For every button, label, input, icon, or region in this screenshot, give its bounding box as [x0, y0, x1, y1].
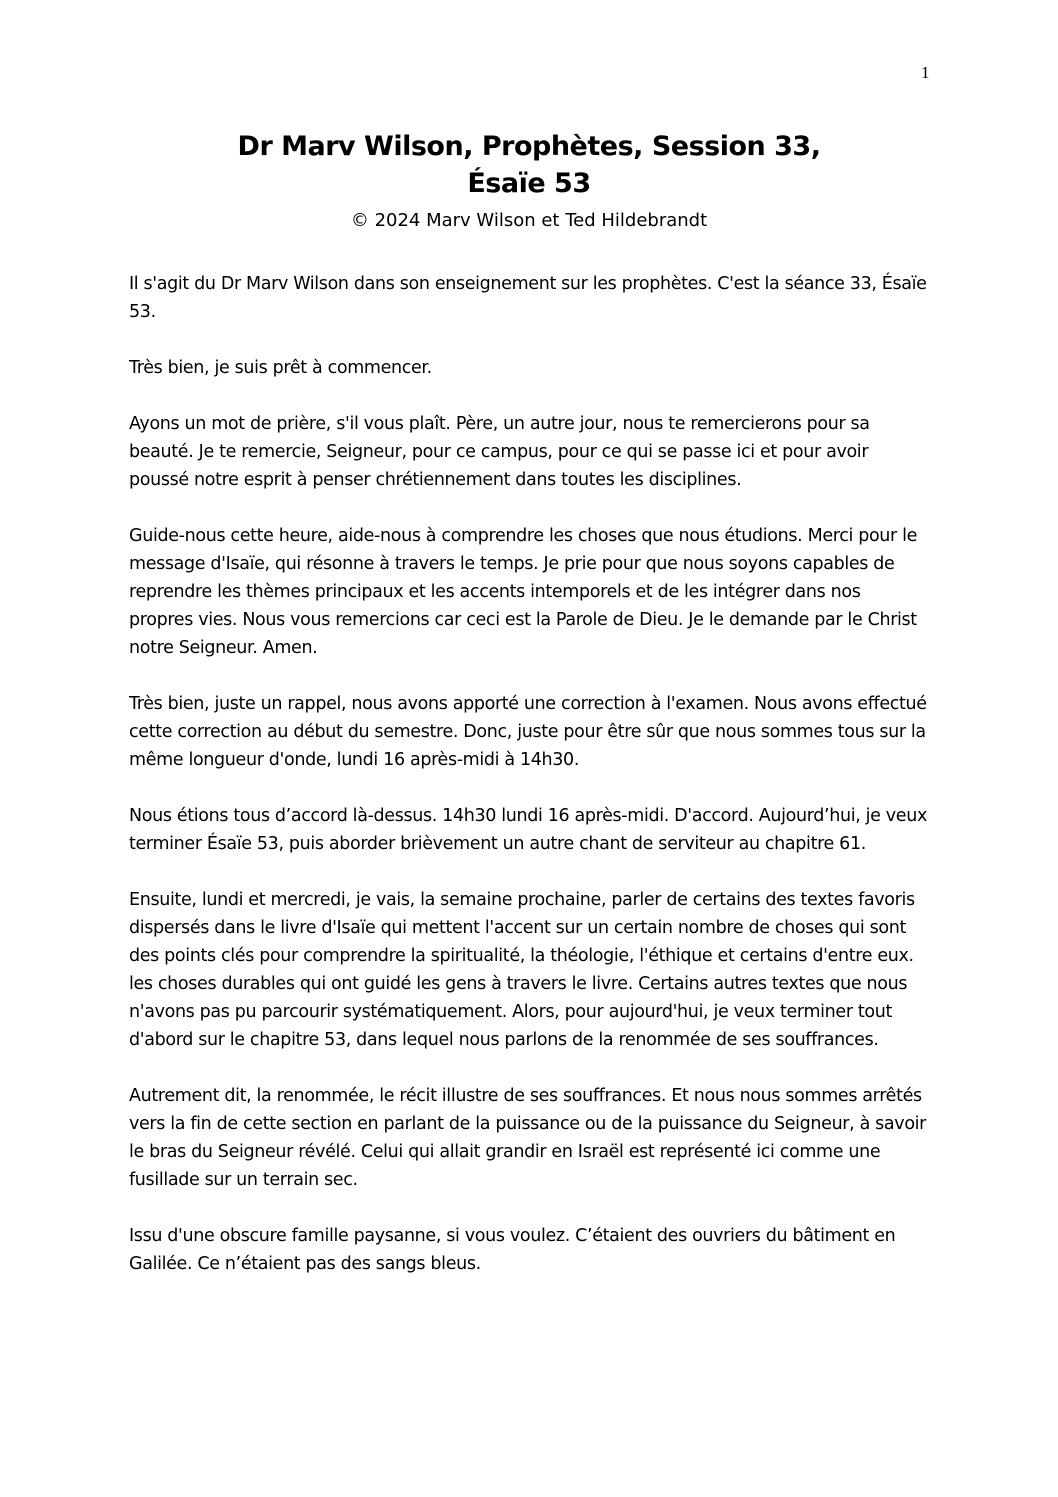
paragraph: Autrement dit, la renommée, le récit illustre de ses souffrances. Et nous nous sommes arrêtés vers la fin de cette section en parlant de la puissance ou de la puissance du Seigneur, à savoir le bras du Seigneur révélé. Celui qui allait grandir en Israël est représenté ici comme une fusillade sur un terrain sec.: [129, 1086, 927, 1190]
paragraph: Issu d'une obscure famille paysanne, si vous voulez. C’étaient des ouvriers du bâtiment en Galilée. Ce n’étaient pas des sangs bleus.: [129, 1226, 896, 1274]
paragraph: Nous étions tous d’accord là-dessus. 14h30 lundi 16 après-midi. D'accord. Aujourd’hui, je veux terminer Ésaïe 53, puis aborder brièvement un autre chant de serviteur au chapitre 61.: [129, 806, 927, 854]
copyright-notice: © 2024 Marv Wilson et Ted Hildebrandt: [350, 210, 708, 231]
title-block: [0, 128, 1058, 234]
document-title-line-1: Dr Marv Wilson, Prophètes, Session 33,: [237, 131, 821, 162]
paragraph: Guide-nous cette heure, aide-nous à comprendre les choses que nous étudions. Merci pour le message d'Isaïe, qui résonne à travers le temps. Je prie pour que nous soyons capables de reprendre les thèmes principaux et les accents intemporels et de les intégrer dans nos propres vies. Nous vous remercions car ceci est la Parole de Dieu. Je le demande par le Christ notre Seigneur. Amen.: [129, 526, 918, 658]
paragraph: Très bien, juste un rappel, nous avons apporté une correction à l'examen. Nous avons effectué cette correction au début du semestre. Donc, juste pour être sûr que nous sommes tous sur la même longueur d'onde, lundi 16 après-midi à 14h30.: [129, 694, 927, 770]
paragraph: Très bien, je suis prêt à commencer.: [129, 358, 432, 378]
paragraph: Il s'agit du Dr Marv Wilson dans son enseignement sur les prophètes. C'est la séance 33, Ésaïe 53.: [129, 274, 927, 322]
paragraph: Ensuite, lundi et mercredi, je vais, la semaine prochaine, parler de certains des textes favoris dispersés dans le livre d'Isaïe qui mettent l'accent sur un certain nombre de choses qui sont des points clés pour comprendre la spiritualité, la théologie, l'éthique et certains d'entre eux. les choses durables qui ont guidé les gens à travers le livre. Certains autres textes que nous n'avons pas pu parcourir systématiquement. Alors, pour aujourd'hui, je veux terminer tout d'abord sur le chapitre 53, dans lequel nous parlons de la renommée de ses souffrances.: [129, 890, 915, 1050]
document-title-line-2: Ésaïe 53: [467, 168, 591, 199]
paragraph: Ayons un mot de prière, s'il vous plaît. Père, un autre jour, nous te remercierons pour sa beauté. Je te remercie, Seigneur, pour ce campus, pour ce qui se passe ici et pour avoir poussé notre esprit à penser chrétiennement dans toutes les disciplines.: [129, 414, 870, 490]
page-number: 1: [921, 63, 930, 82]
document-body: [129, 270, 929, 1306]
